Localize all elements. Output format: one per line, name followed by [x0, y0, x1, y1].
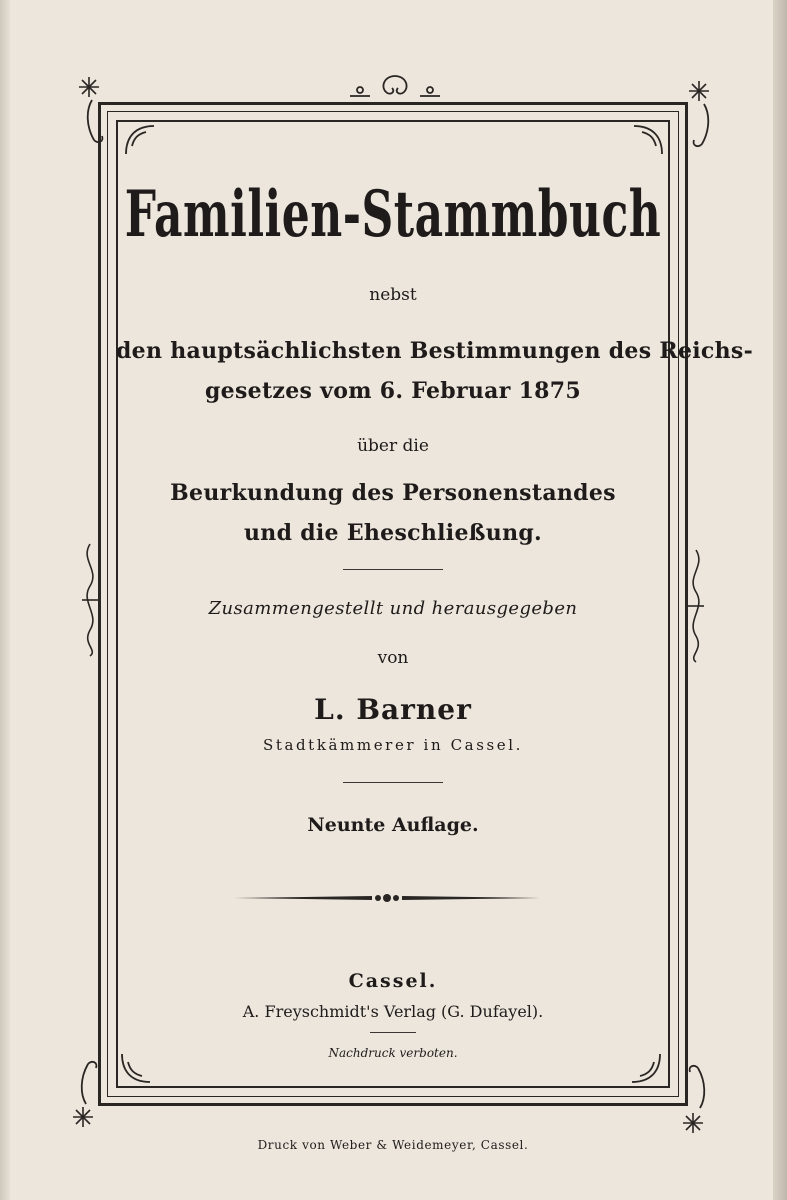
scroll-ornament-icon [678, 1062, 708, 1112]
topic-line-1: Beurkundung des Personenstandes [170, 480, 616, 506]
divider-rule [370, 1032, 416, 1033]
reprint-notice: Nachdruck verboten. [328, 1046, 458, 1060]
side-flourish-ornament-icon [684, 546, 708, 666]
top-flourish-ornament-icon [340, 72, 450, 104]
star-ornament-icon [688, 80, 710, 102]
author-role: Stadtkämmerer in Cassel. [262, 736, 524, 754]
star-ornament-icon [682, 1112, 704, 1134]
scroll-ornament-icon [682, 100, 712, 150]
divider-rule [343, 569, 443, 570]
divider-rule [343, 782, 443, 783]
corner-flourish-icon [124, 124, 158, 158]
star-ornament-icon [78, 76, 100, 98]
scroll-ornament-icon [78, 1058, 108, 1108]
star-ornament-icon [72, 1106, 94, 1128]
subtitle-line-1: den hauptsächlichsten Bestimmungen des Reichs- [116, 338, 754, 364]
ornamental-rule-icon [232, 890, 542, 906]
corner-flourish-icon [630, 124, 664, 158]
line-nebst: nebst [369, 285, 417, 305]
page-edge [773, 0, 787, 1200]
publication-place: Cassel. [348, 970, 438, 992]
compiled-by-line: Zusammengestellt und herausgegeben [208, 598, 578, 619]
publisher-line: A. Freyschmidt's Verlag (G. Dufayel). [242, 1002, 544, 1021]
edition-label: Neunte Auflage. [307, 814, 479, 836]
line-von: von [377, 648, 409, 668]
author-name: L. Barner [314, 693, 472, 726]
printer-line: Druck von Weber & Weidemeyer, Cassel. [257, 1138, 529, 1152]
topic-line-2: und die Eheschließung. [243, 520, 543, 546]
line-ueber-die: über die [357, 436, 429, 456]
book-title: Familien-Stammbuch [124, 178, 662, 252]
subtitle-line-2: gesetzes vom 6. Februar 1875 [205, 378, 581, 404]
scroll-ornament-icon [84, 96, 114, 146]
binding-edge [0, 0, 10, 1200]
side-flourish-ornament-icon [78, 540, 102, 660]
